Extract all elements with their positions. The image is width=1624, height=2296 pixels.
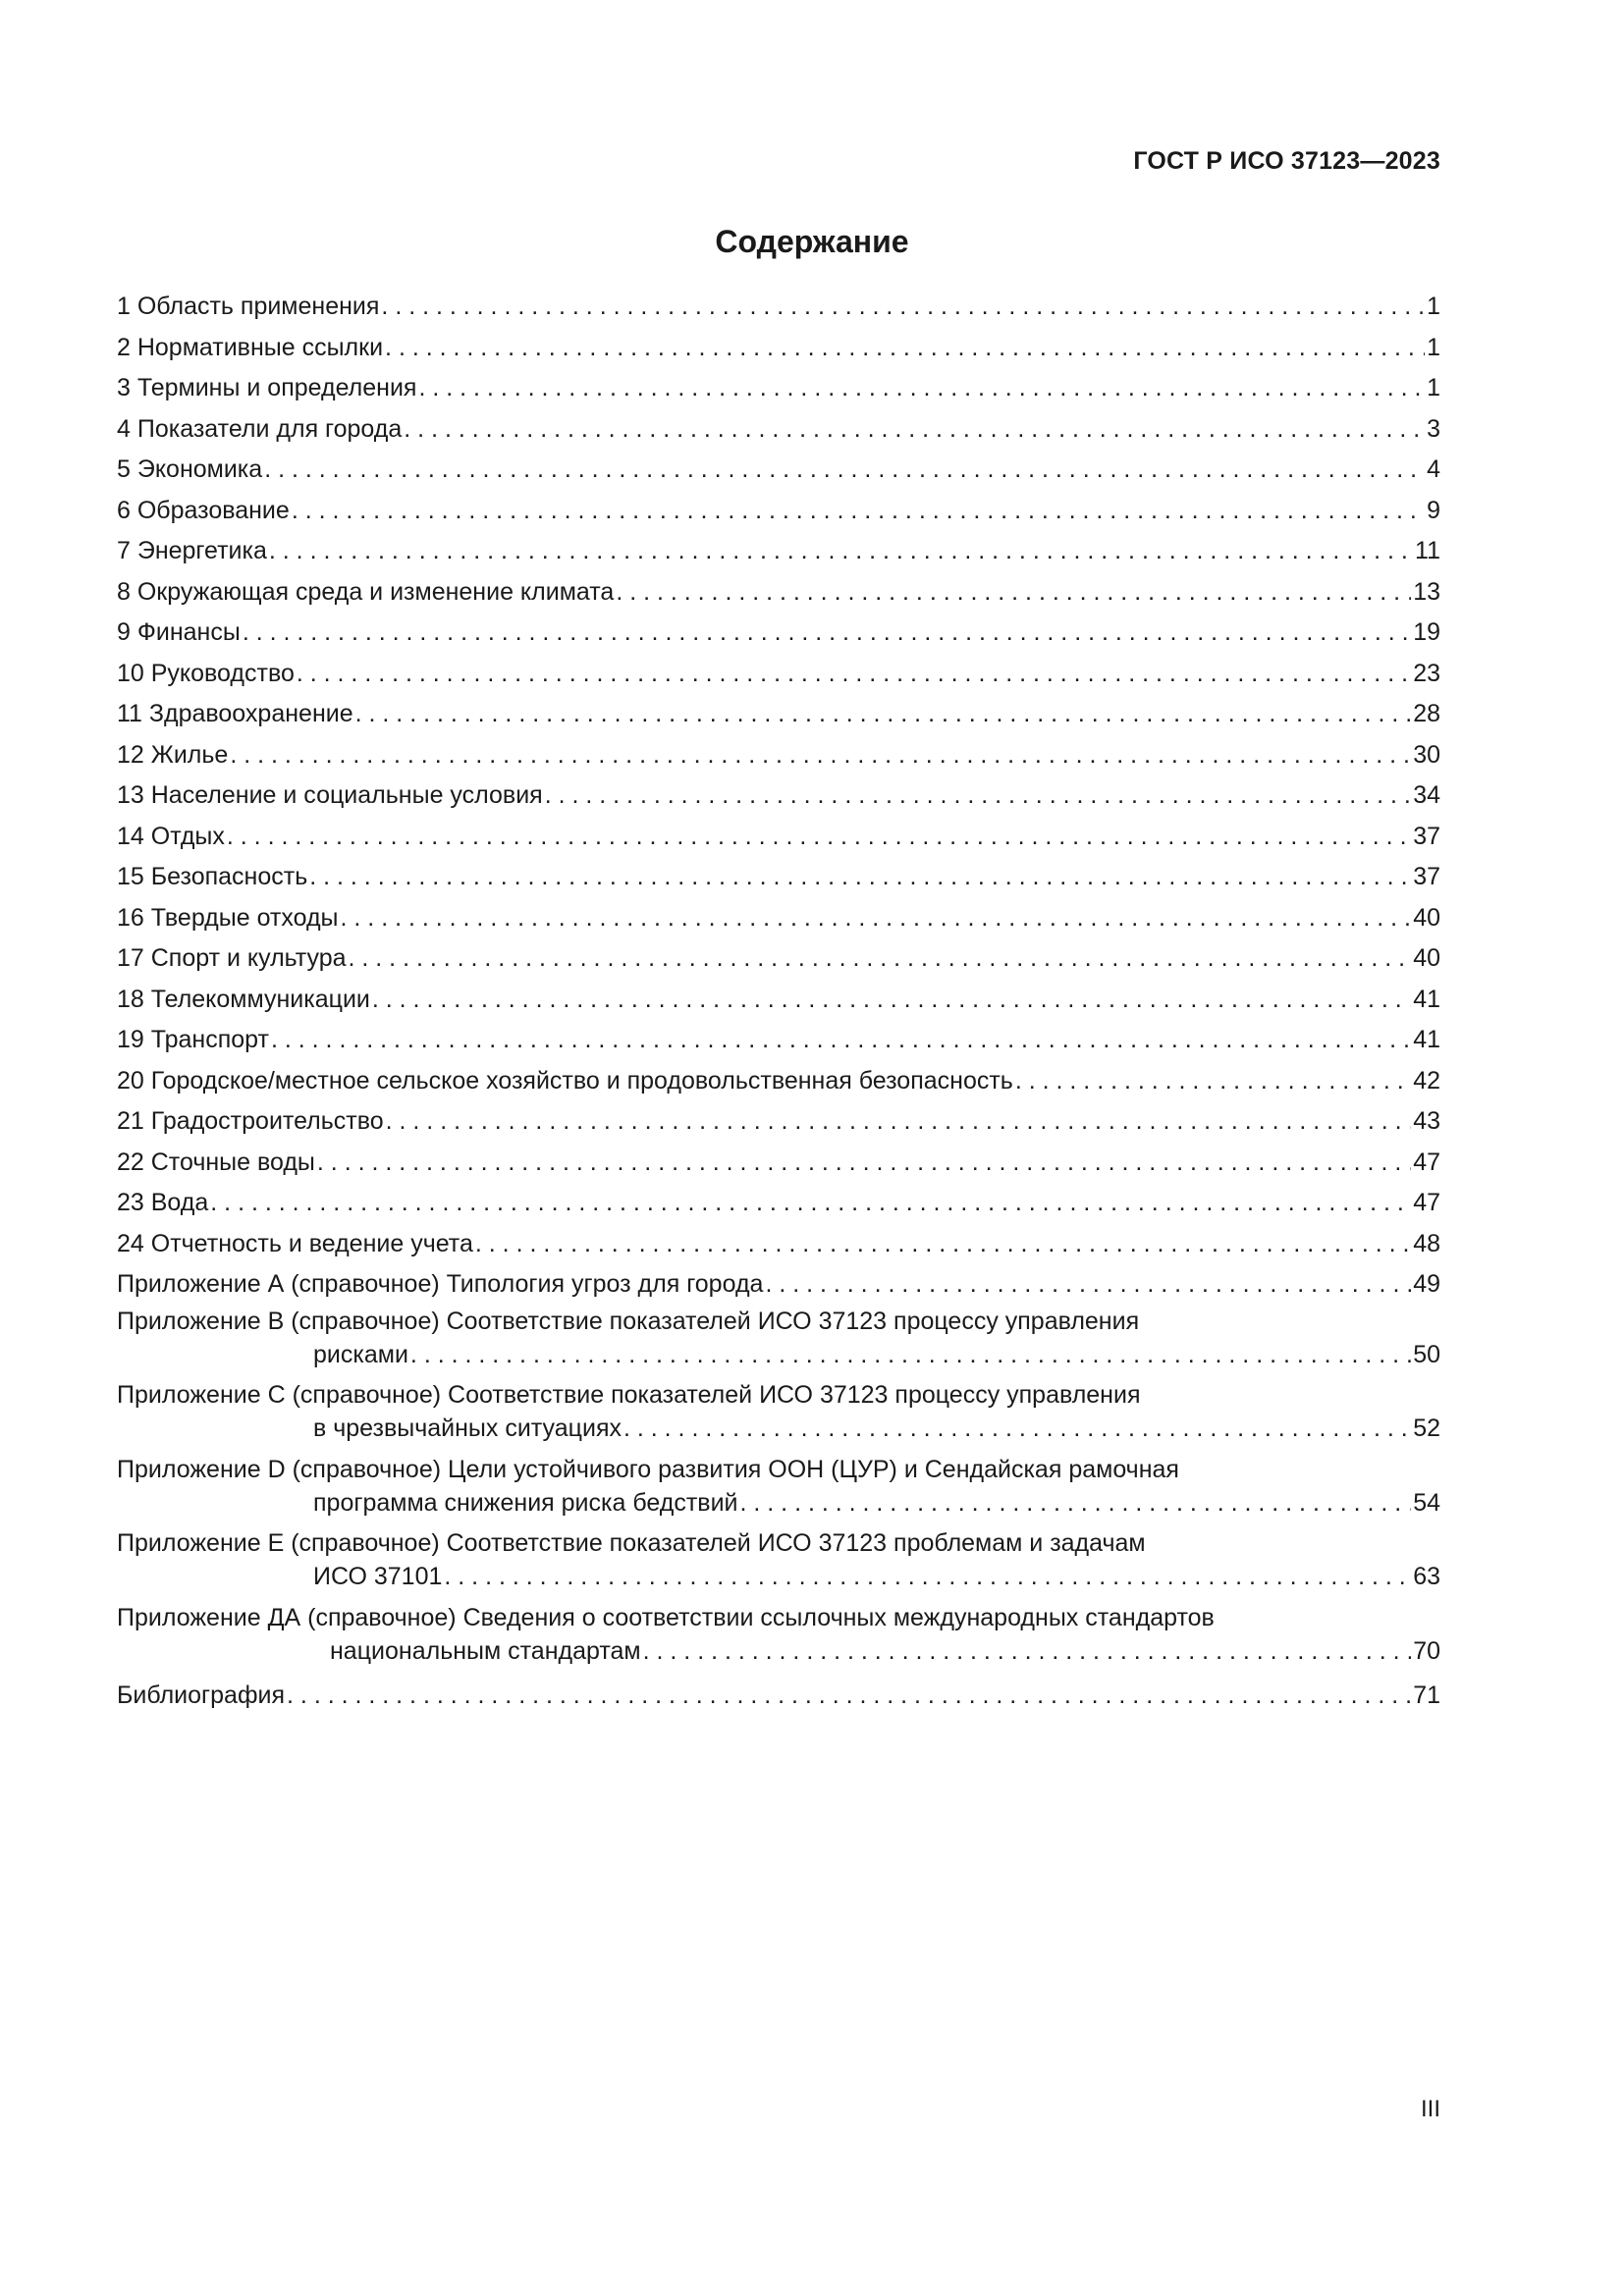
toc-entry-title: 5 Экономика <box>117 455 263 483</box>
toc-leader-dots <box>355 694 1412 735</box>
toc-entry-title: Приложение А (справочное) Типология угроз для города <box>117 1270 764 1298</box>
toc-entry[interactable] <box>117 857 1440 898</box>
toc-entry-title: 3 Термины и определения <box>117 374 417 401</box>
toc-entry-title: 13 Население и социальные условия <box>117 781 543 809</box>
toc-leader-dots <box>765 1264 1411 1306</box>
toc-entry[interactable] <box>117 1020 1440 1061</box>
toc-entry-appendix-b[interactable] <box>117 1306 1440 1380</box>
toc-leader-dots <box>227 817 1411 858</box>
toc-entry-title: 23 Вода <box>117 1189 209 1216</box>
toc-entry-appendix-e[interactable] <box>117 1527 1440 1602</box>
toc-entry-title: Библиография <box>117 1682 286 1709</box>
toc-entry-title: 6 Образование <box>117 496 290 524</box>
toc-entry-title: 8 Окружающая среда и изменение климата <box>117 577 615 606</box>
toc-entry-title: 22 Сточные воды <box>117 1148 315 1176</box>
toc-leader-dots <box>444 1560 1411 1593</box>
toc-entry-page: 63 <box>1413 1563 1440 1590</box>
toc-entry-page: 40 <box>1413 944 1440 972</box>
toc-entry[interactable] <box>117 980 1440 1021</box>
toc-leader-dots <box>616 572 1411 614</box>
toc-entry[interactable] <box>117 409 1440 451</box>
toc-entry-title: Приложение В (справочное) Соответствие показателей ИСО 37123 процессу управления <box>117 1307 1140 1335</box>
document-code: ГОСТ Р ИСО 37123—2023 <box>1133 147 1440 175</box>
toc-leader-dots <box>297 654 1411 695</box>
toc-entry[interactable] <box>117 287 1440 328</box>
toc-entry[interactable] <box>117 613 1440 654</box>
toc-entry-page: 1 <box>1427 333 1440 361</box>
toc-leader-dots <box>372 980 1411 1021</box>
toc-entry-title: 10 Руководство <box>117 659 295 687</box>
toc-entry-continuation: рисками <box>313 1340 408 1368</box>
toc-leader-dots <box>643 1634 1412 1668</box>
toc-leader-dots <box>475 1224 1411 1265</box>
toc-entry-page: 42 <box>1413 1066 1440 1095</box>
toc-entry-appendix-c[interactable] <box>117 1379 1440 1454</box>
toc-leader-dots <box>309 857 1411 898</box>
toc-entry-title: 20 Городское/местное сельское хозяйство и продовольственная безопасность <box>117 1066 1013 1095</box>
toc-entry-page: 13 <box>1413 577 1440 606</box>
toc-entry[interactable] <box>117 1143 1440 1184</box>
toc-entry-page: 3 <box>1427 414 1440 443</box>
toc-entry-title: 14 Отдых <box>117 822 225 850</box>
toc-entry-title: 24 Отчетность и ведение учета <box>117 1229 473 1257</box>
toc-entry-appendix-d[interactable] <box>117 1454 1440 1528</box>
toc-entry[interactable] <box>117 817 1440 858</box>
toc-entry[interactable] <box>117 572 1440 614</box>
toc-entry-page: 41 <box>1413 1026 1440 1053</box>
toc-entry-title: 1 Область применения <box>117 293 380 320</box>
toc-entry[interactable] <box>117 531 1440 572</box>
toc-leader-dots <box>243 613 1411 654</box>
toc-entry-title: 11 Здравоохранение <box>117 700 353 727</box>
toc-entry-page: 43 <box>1413 1107 1440 1135</box>
toc-entry-page: 30 <box>1413 740 1440 769</box>
toc-entry-page: 34 <box>1413 781 1440 809</box>
toc-leader-dots <box>271 1020 1411 1061</box>
toc-entry-title: 12 Жилье <box>117 740 229 769</box>
toc-leader-dots <box>317 1143 1411 1184</box>
toc-entry-title: 18 Телекоммуникации <box>117 985 370 1013</box>
toc-entry-page: 47 <box>1413 1189 1440 1216</box>
toc-entry-title: 15 Безопасность <box>117 863 308 890</box>
toc-entry-page: 47 <box>1413 1148 1440 1176</box>
toc-entry[interactable] <box>117 938 1440 980</box>
toc-entry-title: 7 Энергетика <box>117 537 267 564</box>
toc-entry-title: 17 Спорт и культура <box>117 944 347 972</box>
toc-entry-bibliography[interactable] <box>117 1676 1440 1717</box>
toc-entry[interactable] <box>117 775 1440 817</box>
toc-entry-page: 40 <box>1413 903 1440 932</box>
toc-entry-title: 16 Твердые отходы <box>117 903 339 932</box>
page-number: III <box>1420 2096 1440 2122</box>
toc-entry-continuation: в чрезвычайных ситуациях <box>313 1415 622 1442</box>
toc-entry-continuation: национальным стандартам <box>330 1636 641 1665</box>
toc-entry-title: 19 Транспорт <box>117 1026 269 1053</box>
toc-entry-page: 41 <box>1413 985 1440 1013</box>
toc-entry[interactable] <box>117 368 1440 409</box>
toc-leader-dots <box>210 1183 1411 1224</box>
toc-entry-page: 1 <box>1427 374 1440 401</box>
toc-entry[interactable] <box>117 491 1440 532</box>
toc-entry-title: 9 Финансы <box>117 618 241 646</box>
toc-entry-page: 48 <box>1413 1229 1440 1257</box>
toc-entry-page: 1 <box>1427 293 1440 320</box>
toc-entry[interactable] <box>117 654 1440 695</box>
toc-entry-page: 50 <box>1413 1340 1440 1368</box>
toc-entry[interactable] <box>117 1061 1440 1102</box>
toc-leader-dots <box>292 491 1425 532</box>
toc-entry-appendix-da[interactable] <box>117 1602 1440 1677</box>
toc-leader-dots <box>341 898 1412 939</box>
toc-leader-dots <box>264 450 1425 491</box>
toc-title: Содержание <box>715 224 909 259</box>
toc-entry-page: 9 <box>1427 496 1440 524</box>
toc-leader-dots <box>385 328 1425 369</box>
toc-entry[interactable] <box>117 1224 1440 1265</box>
toc-entry-page: 49 <box>1413 1270 1440 1298</box>
toc-entry-page: 28 <box>1413 700 1440 727</box>
toc-leader-dots <box>623 1412 1411 1445</box>
toc-leader-dots <box>410 1338 1411 1371</box>
toc-leader-dots <box>1015 1061 1411 1102</box>
toc-entry[interactable] <box>117 735 1440 776</box>
toc-entry-page: 52 <box>1413 1415 1440 1442</box>
toc-entry-title: 2 Нормативные ссылки <box>117 333 384 361</box>
toc-entry-continuation: программа снижения риска бедствий <box>313 1488 738 1517</box>
toc-entry-title: 4 Показатели для города <box>117 414 403 443</box>
toc-entry-title: Приложение С (справочное) Соответствие показателей ИСО 37123 процессу управления <box>117 1381 1141 1409</box>
toc-leader-dots <box>545 775 1411 817</box>
toc-entry-page: 19 <box>1413 618 1440 646</box>
toc-leader-dots <box>230 735 1411 776</box>
toc-entry-page: 23 <box>1413 659 1440 687</box>
toc-entry-page: 37 <box>1413 822 1440 850</box>
toc-entry-page: 37 <box>1413 863 1440 890</box>
toc-entry-page: 11 <box>1415 537 1440 564</box>
toc-entry-title: 21 Градостроительство <box>117 1107 384 1135</box>
toc-leader-dots <box>287 1676 1411 1717</box>
toc-entry-page: 70 <box>1413 1636 1440 1665</box>
toc-leader-dots <box>404 409 1425 451</box>
toc-entry[interactable] <box>117 694 1440 735</box>
toc-entry[interactable] <box>117 1264 1440 1306</box>
toc-entry-continuation: ИСО 37101 <box>313 1563 443 1590</box>
toc-entry-title: Приложение D (справочное) Цели устойчивого развития ООН (ЦУР) и Сендайская рамочная <box>117 1455 1179 1483</box>
table-of-contents <box>117 287 1440 1717</box>
toc-entry[interactable] <box>117 1101 1440 1143</box>
toc-entry[interactable] <box>117 328 1440 369</box>
toc-entry[interactable] <box>117 1183 1440 1224</box>
toc-leader-dots <box>418 368 1425 409</box>
toc-entry-title: Приложение ДА (справочное) Сведения о соответствии ссылочных международных стандартов <box>117 1603 1215 1631</box>
toc-leader-dots <box>269 531 1413 572</box>
toc-entry-title: Приложение Е (справочное) Соответствие показателей ИСО 37123 проблемам и задачам <box>117 1529 1146 1557</box>
toc-leader-dots <box>381 287 1425 328</box>
toc-leader-dots <box>740 1486 1412 1520</box>
toc-entry-page: 71 <box>1413 1682 1440 1709</box>
toc-entry-page: 4 <box>1427 455 1440 483</box>
toc-leader-dots <box>349 938 1412 980</box>
toc-leader-dots <box>386 1101 1412 1143</box>
toc-entry-page: 54 <box>1413 1488 1440 1517</box>
toc-entry[interactable] <box>117 898 1440 939</box>
toc-entry[interactable] <box>117 450 1440 491</box>
